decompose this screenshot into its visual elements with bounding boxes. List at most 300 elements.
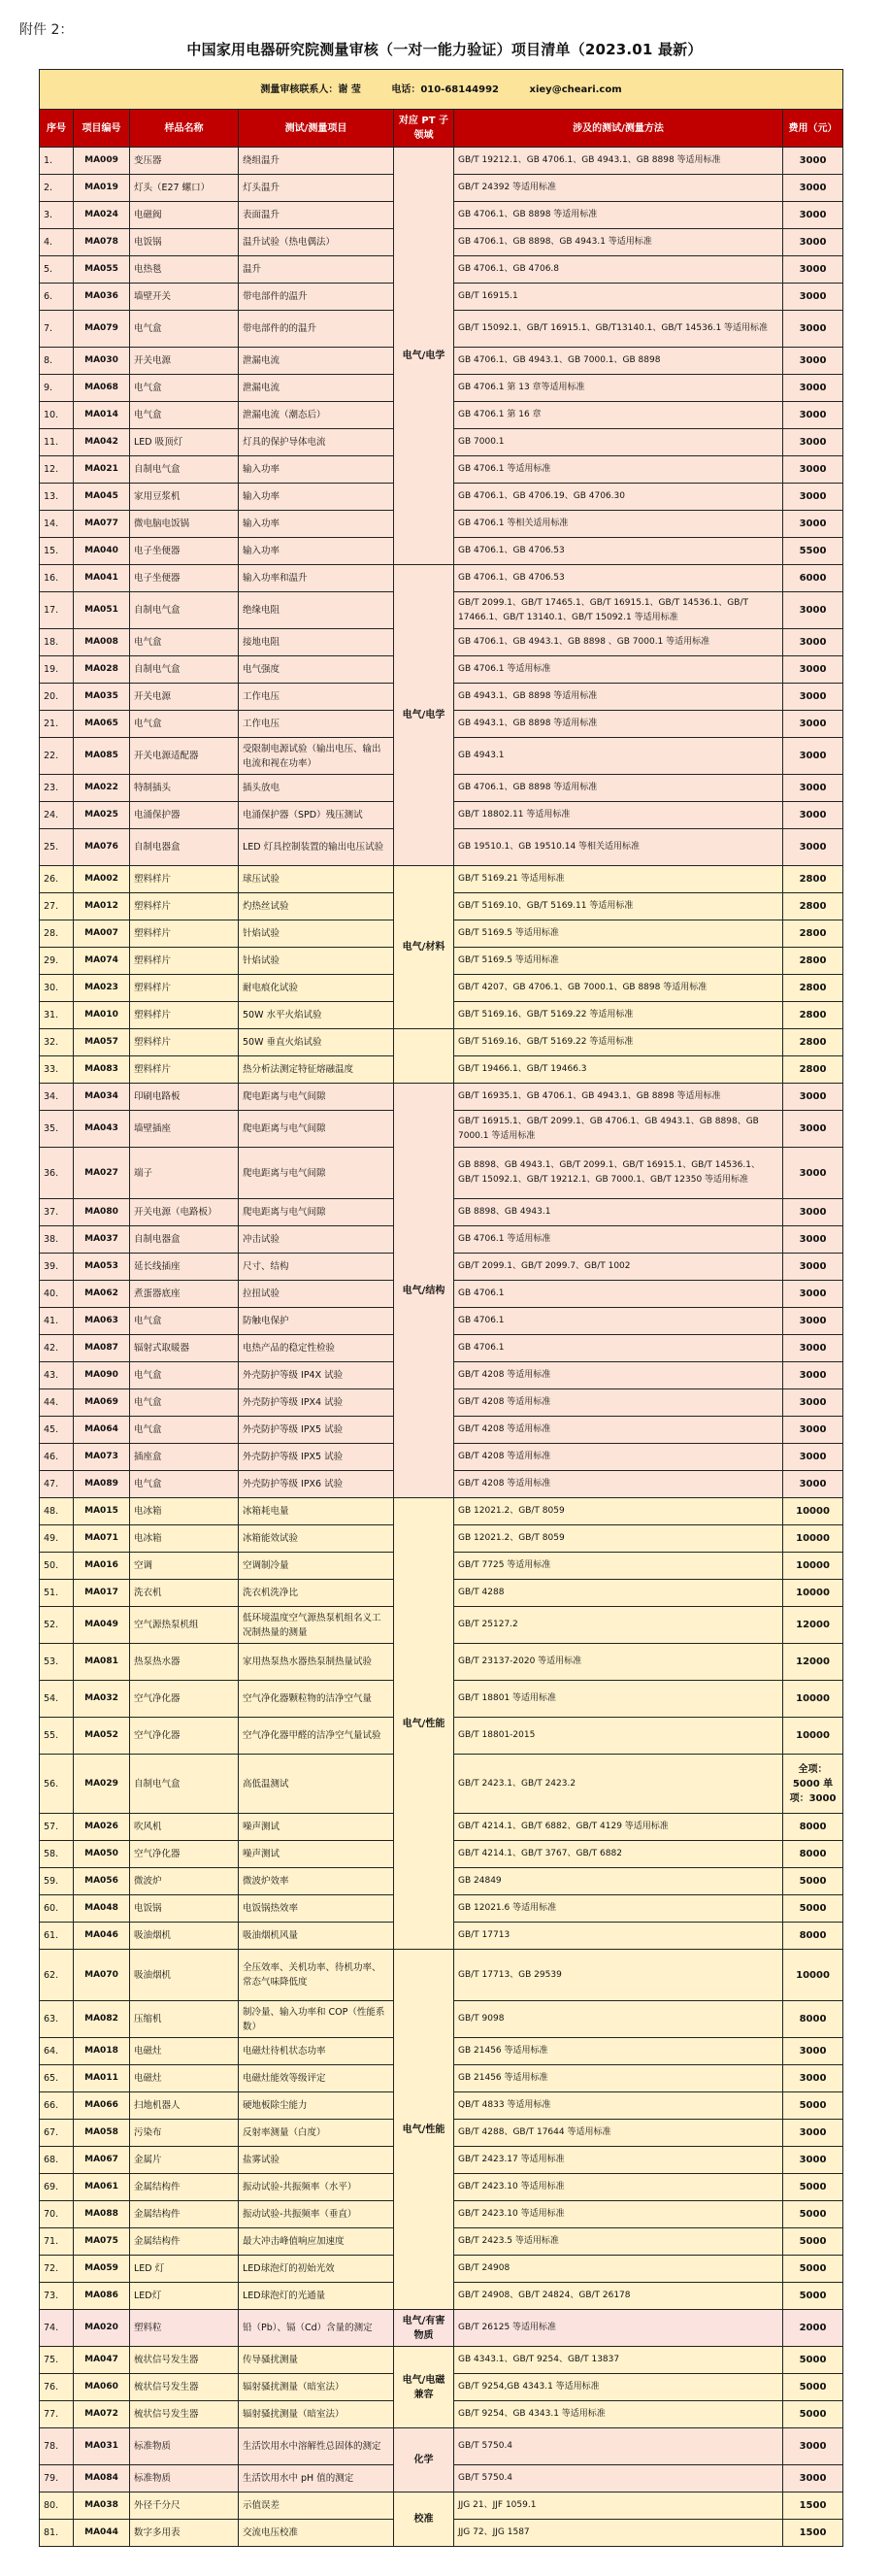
cell-sample: 延长线插座 bbox=[130, 1254, 239, 1281]
cell-sample: 塑料样片 bbox=[130, 866, 239, 893]
table-body bbox=[40, 148, 843, 2547]
cell-fee: 2000 bbox=[783, 2310, 843, 2347]
cell-method: GB 4943.1、GB 8898 等适用标准 bbox=[454, 711, 783, 738]
cell-no: 74. bbox=[40, 2310, 74, 2347]
cell-sample: LED 吸顶灯 bbox=[130, 429, 239, 456]
cell-no: 12. bbox=[40, 456, 74, 484]
cell-method: GB/T 16935.1、GB 4706.1、GB 4943.1、GB 8898 等适用标准 bbox=[454, 1084, 783, 1111]
cell-method: GB/T 4208 等适用标准 bbox=[454, 1417, 783, 1444]
cell-item: 冰箱能效试验 bbox=[239, 1525, 394, 1553]
cell-fee: 3000 bbox=[783, 256, 843, 284]
cell-no: 9. bbox=[40, 375, 74, 402]
cell-code: MA080 bbox=[74, 1199, 130, 1226]
cell-code: MA052 bbox=[74, 1718, 130, 1755]
cell-sample: 塑料粒 bbox=[130, 2310, 239, 2347]
cell-method: GB/T 2423.10 等适用标准 bbox=[454, 2174, 783, 2201]
cell-pt-domain: 电气/有害物质 bbox=[394, 2310, 454, 2347]
cell-sample: 标准物质 bbox=[130, 2465, 239, 2492]
cell-code: MA027 bbox=[74, 1148, 130, 1199]
cell-fee: 3000 bbox=[783, 829, 843, 866]
cell-item: 外壳防护等级 IPX5 试验 bbox=[239, 1417, 394, 1444]
cell-method: JJG 21、JJF 1059.1 bbox=[454, 2492, 783, 2520]
cell-method: GB/T 16915.1 bbox=[454, 284, 783, 311]
cell-fee: 3000 bbox=[783, 402, 843, 429]
cell-fee: 3000 bbox=[783, 2465, 843, 2492]
cell-sample: 插座盒 bbox=[130, 1444, 239, 1471]
cell-item: 最大冲击峰值响应加速度 bbox=[239, 2228, 394, 2256]
cell-fee: 8000 bbox=[783, 2001, 843, 2038]
cell-method: GB/T 7725 等适用标准 bbox=[454, 1553, 783, 1580]
cell-method: GB/T 5169.5 等适用标准 bbox=[454, 920, 783, 948]
cell-no: 73. bbox=[40, 2283, 74, 2310]
cell-code: MA059 bbox=[74, 2256, 130, 2283]
cell-fee: 5000 bbox=[783, 2201, 843, 2228]
cell-sample: 塑料样片 bbox=[130, 1056, 239, 1084]
cell-method: GB 4706.1 第 16 章 bbox=[454, 402, 783, 429]
cell-fee: 5000 bbox=[783, 2283, 843, 2310]
cell-item: 辐射骚扰测量（暗室法） bbox=[239, 2401, 394, 2428]
cell-no: 8. bbox=[40, 348, 74, 375]
cell-sample: 电气盒 bbox=[130, 1389, 239, 1417]
cell-item: 插头放电 bbox=[239, 775, 394, 802]
cell-sample: 梳状信号发生器 bbox=[130, 2401, 239, 2428]
cell-no: 46. bbox=[40, 1444, 74, 1471]
cell-no: 41. bbox=[40, 1308, 74, 1335]
cell-method: GB/T 18802.11 等适用标准 bbox=[454, 802, 783, 829]
cell-fee: 1500 bbox=[783, 2520, 843, 2547]
cell-fee: 10000 bbox=[783, 1950, 843, 2001]
cell-item: 接地电阻 bbox=[239, 629, 394, 656]
cell-no: 6. bbox=[40, 284, 74, 311]
header-method: 涉及的测试/测量方法 bbox=[454, 110, 783, 148]
cell-item: 50W 水平火焰试验 bbox=[239, 1002, 394, 1029]
cell-fee: 3000 bbox=[783, 656, 843, 684]
cell-fee: 5000 bbox=[783, 2256, 843, 2283]
cell-method: GB 19510.1、GB 19510.14 等相关适用标准 bbox=[454, 829, 783, 866]
cell-code: MA064 bbox=[74, 1417, 130, 1444]
cell-sample: 电气盒 bbox=[130, 402, 239, 429]
cell-sample: 墙壁插座 bbox=[130, 1111, 239, 1148]
cell-method: GB/T 4208 等适用标准 bbox=[454, 1362, 783, 1389]
cell-item: 绕组温升 bbox=[239, 148, 394, 175]
cell-method: GB 4706.1、GB 8898、GB 4943.1 等适用标准 bbox=[454, 229, 783, 256]
table-row bbox=[40, 2310, 843, 2347]
contact-row bbox=[40, 70, 843, 110]
cell-method: GB/T 16915.1、GB/T 2099.1、GB 4706.1、GB 4943.1、GB 8898、GB 7000.1 等适用标准 bbox=[454, 1111, 783, 1148]
cell-item: 爬电距离与电气间隙 bbox=[239, 1084, 394, 1111]
cell-sample: 开关电源 bbox=[130, 348, 239, 375]
cell-no: 38. bbox=[40, 1226, 74, 1254]
cell-method: GB 12021.6 等适用标准 bbox=[454, 1895, 783, 1923]
header-sample: 样品名称 bbox=[130, 110, 239, 148]
cell-code: MA009 bbox=[74, 148, 130, 175]
cell-sample: 端子 bbox=[130, 1148, 239, 1199]
cell-no: 2. bbox=[40, 175, 74, 202]
cell-no: 17. bbox=[40, 592, 74, 629]
cell-sample: 自制电气盒 bbox=[130, 456, 239, 484]
cell-sample: 金属结构件 bbox=[130, 2201, 239, 2228]
cell-item: 冰箱耗电量 bbox=[239, 1498, 394, 1525]
cell-method: GB 4706.1、GB 8898 等适用标准 bbox=[454, 775, 783, 802]
cell-item: 微波炉效率 bbox=[239, 1868, 394, 1895]
cell-sample: 电冰箱 bbox=[130, 1525, 239, 1553]
cell-sample: 开关电源 bbox=[130, 684, 239, 711]
cell-item: 工作电压 bbox=[239, 711, 394, 738]
cell-item: 空调制冷量 bbox=[239, 1553, 394, 1580]
cell-code: MA022 bbox=[74, 775, 130, 802]
cell-code: MA014 bbox=[74, 402, 130, 429]
table-row bbox=[40, 1950, 843, 2001]
cell-code: MA024 bbox=[74, 202, 130, 229]
cell-method: GB/T 2423.1、GB/T 2423.2 bbox=[454, 1755, 783, 1814]
cell-method: GB 4943.1 bbox=[454, 738, 783, 775]
cell-sample: 塑料样片 bbox=[130, 948, 239, 975]
cell-method: GB 8898、GB 4943.1、GB/T 2099.1、GB/T 16915.1、GB/T 14536.1、GB/T 15092.1、GB/T 19212.1、GB 7000.1、GB/T 12350 等适用标准 bbox=[454, 1148, 783, 1199]
cell-no: 55. bbox=[40, 1718, 74, 1755]
cell-item: 洗衣机洗净比 bbox=[239, 1580, 394, 1607]
cell-no: 44. bbox=[40, 1389, 74, 1417]
header-no: 序号 bbox=[40, 110, 74, 148]
cell-fee: 2800 bbox=[783, 1029, 843, 1056]
cell-item: 电磁灶能效等级评定 bbox=[239, 2065, 394, 2092]
cell-no: 33. bbox=[40, 1056, 74, 1084]
cell-sample: 开关电源（电路板） bbox=[130, 1199, 239, 1226]
cell-fee: 3000 bbox=[783, 711, 843, 738]
cell-code: MA034 bbox=[74, 1084, 130, 1111]
cell-item: 交流电压校准 bbox=[239, 2520, 394, 2547]
cell-code: MA081 bbox=[74, 1644, 130, 1681]
cell-no: 35. bbox=[40, 1111, 74, 1148]
cell-fee: 12000 bbox=[783, 1607, 843, 1644]
cell-sample: 变压器 bbox=[130, 148, 239, 175]
cell-code: MA055 bbox=[74, 256, 130, 284]
cell-item: 耐电痕化试验 bbox=[239, 975, 394, 1002]
cell-method: GB/T 4207、GB 4706.1、GB 7000.1、GB 8898 等适用标准 bbox=[454, 975, 783, 1002]
cell-no: 29. bbox=[40, 948, 74, 975]
cell-method: GB/T 19466.1、GB/T 19466.3 bbox=[454, 1056, 783, 1084]
cell-no: 80. bbox=[40, 2492, 74, 2520]
cell-item: 灯头温升 bbox=[239, 175, 394, 202]
cell-item: 噪声测试 bbox=[239, 1841, 394, 1868]
cell-no: 23. bbox=[40, 775, 74, 802]
page-title: 中国家用电器研究院测量审核（一对一能力验证）项目清单（2023.01 最新） bbox=[186, 41, 703, 58]
cell-fee: 8000 bbox=[783, 1814, 843, 1841]
cell-sample: 灯头（E27 螺口） bbox=[130, 175, 239, 202]
table-row bbox=[40, 1498, 843, 1525]
cell-sample: 梳状信号发生器 bbox=[130, 2374, 239, 2401]
cell-method: GB 7000.1 bbox=[454, 429, 783, 456]
contact-email[interactable]: xiey@cheari.com bbox=[529, 84, 622, 95]
cell-sample: 电磁阀 bbox=[130, 202, 239, 229]
cell-no: 3. bbox=[40, 202, 74, 229]
cell-pt-domain: 校准 bbox=[394, 2492, 454, 2547]
cell-no: 58. bbox=[40, 1841, 74, 1868]
cell-pt-domain bbox=[394, 1029, 454, 1084]
cell-code: MA083 bbox=[74, 1056, 130, 1084]
cell-item: 外壳防护等级 IPX4 试验 bbox=[239, 1389, 394, 1417]
cell-item: 爬电距离与电气间隙 bbox=[239, 1199, 394, 1226]
cell-fee: 3000 bbox=[783, 775, 843, 802]
cell-no: 25. bbox=[40, 829, 74, 866]
cell-code: MA079 bbox=[74, 311, 130, 348]
cell-sample: 辐射式取暖器 bbox=[130, 1335, 239, 1362]
cell-method: GB/T 26125 等适用标准 bbox=[454, 2310, 783, 2347]
cell-code: MA078 bbox=[74, 229, 130, 256]
cell-method: GB 4706.1 第 13 章等适用标准 bbox=[454, 375, 783, 402]
cell-fee: 5000 bbox=[783, 2174, 843, 2201]
cell-fee: 3000 bbox=[783, 2038, 843, 2065]
cell-item: 温升试验（热电偶法） bbox=[239, 229, 394, 256]
cell-code: MA036 bbox=[74, 284, 130, 311]
cell-code: MA045 bbox=[74, 484, 130, 511]
cell-code: MA084 bbox=[74, 2465, 130, 2492]
cell-fee: 3000 bbox=[783, 738, 843, 775]
cell-no: 78. bbox=[40, 2428, 74, 2465]
cell-fee: 3000 bbox=[783, 511, 843, 538]
cell-sample: 电磁灶 bbox=[130, 2065, 239, 2092]
cell-code: MA025 bbox=[74, 802, 130, 829]
cell-sample: 标准物质 bbox=[130, 2428, 239, 2465]
cell-fee: 3000 bbox=[783, 1335, 843, 1362]
cell-method: GB 4706.1、GB 8898 等适用标准 bbox=[454, 202, 783, 229]
cell-no: 60. bbox=[40, 1895, 74, 1923]
cell-fee: 3000 bbox=[783, 429, 843, 456]
header-item: 测试/测量项目 bbox=[239, 110, 394, 148]
cell-fee: 2800 bbox=[783, 1002, 843, 1029]
cell-code: MA076 bbox=[74, 829, 130, 866]
cell-sample: 数字多用表 bbox=[130, 2520, 239, 2547]
cell-fee: 3000 bbox=[783, 1226, 843, 1254]
cell-no: 70. bbox=[40, 2201, 74, 2228]
header-fee: 费用（元） bbox=[783, 110, 843, 148]
cell-item: 灼热丝试验 bbox=[239, 893, 394, 920]
cell-sample: 扫地机器人 bbox=[130, 2092, 239, 2120]
cell-item: 针焰试验 bbox=[239, 920, 394, 948]
cell-fee: 5500 bbox=[783, 538, 843, 565]
cell-sample: 自制电器盒 bbox=[130, 829, 239, 866]
cell-fee: 2800 bbox=[783, 1056, 843, 1084]
cell-code: MA063 bbox=[74, 1308, 130, 1335]
cell-no: 75. bbox=[40, 2347, 74, 2374]
cell-sample: 开关电源适配器 bbox=[130, 738, 239, 775]
cell-code: MA028 bbox=[74, 656, 130, 684]
cell-no: 32. bbox=[40, 1029, 74, 1056]
cell-method: GB 4706.1 等适用标准 bbox=[454, 456, 783, 484]
cell-code: MA077 bbox=[74, 511, 130, 538]
cell-method: GB/T 19212.1、GB 4706.1、GB 4943.1、GB 8898 等适用标准 bbox=[454, 148, 783, 175]
cell-item: 球压试验 bbox=[239, 866, 394, 893]
cell-fee: 3000 bbox=[783, 2147, 843, 2174]
cell-fee: 3000 bbox=[783, 629, 843, 656]
project-list-table bbox=[39, 69, 843, 2547]
cell-code: MA082 bbox=[74, 2001, 130, 2038]
cell-sample: 空气净化器 bbox=[130, 1841, 239, 1868]
cell-code: MA044 bbox=[74, 2520, 130, 2547]
cell-code: MA068 bbox=[74, 375, 130, 402]
cell-method: GB/T 18801-2015 bbox=[454, 1718, 783, 1755]
cell-code: MA053 bbox=[74, 1254, 130, 1281]
cell-item: 温升 bbox=[239, 256, 394, 284]
cell-item: 热分析法测定特征熔融温度 bbox=[239, 1056, 394, 1084]
cell-sample: 电饭锅 bbox=[130, 1895, 239, 1923]
cell-fee: 2800 bbox=[783, 975, 843, 1002]
cell-code: MA062 bbox=[74, 1281, 130, 1308]
header-code: 项目编号 bbox=[74, 110, 130, 148]
cell-code: MA016 bbox=[74, 1553, 130, 1580]
cell-code: MA090 bbox=[74, 1362, 130, 1389]
cell-code: MA058 bbox=[74, 2120, 130, 2147]
cell-no: 53. bbox=[40, 1644, 74, 1681]
cell-fee: 3000 bbox=[783, 1444, 843, 1471]
cell-sample: 空调 bbox=[130, 1553, 239, 1580]
cell-sample: 金属结构件 bbox=[130, 2174, 239, 2201]
cell-code: MA023 bbox=[74, 975, 130, 1002]
cell-item: 电气强度 bbox=[239, 656, 394, 684]
cell-method: GB 4706.1 等适用标准 bbox=[454, 656, 783, 684]
cell-fee: 2800 bbox=[783, 893, 843, 920]
cell-code: MA086 bbox=[74, 2283, 130, 2310]
cell-no: 26. bbox=[40, 866, 74, 893]
cell-no: 52. bbox=[40, 1607, 74, 1644]
cell-fee: 3000 bbox=[783, 311, 843, 348]
cell-sample: 吹风机 bbox=[130, 1814, 239, 1841]
cell-method: JJG 72、JJG 1587 bbox=[454, 2520, 783, 2547]
cell-method: GB 4706.1 等相关适用标准 bbox=[454, 511, 783, 538]
cell-no: 68. bbox=[40, 2147, 74, 2174]
cell-code: MA074 bbox=[74, 948, 130, 975]
cell-item: 铅（Pb）、镉（Cd）含量的测定 bbox=[239, 2310, 394, 2347]
cell-code: MA073 bbox=[74, 1444, 130, 1471]
cell-sample: 电气盒 bbox=[130, 629, 239, 656]
cell-method: GB/T 24908 bbox=[454, 2256, 783, 2283]
cell-method: GB 4943.1、GB 8898 等适用标准 bbox=[454, 684, 783, 711]
cell-fee: 2800 bbox=[783, 920, 843, 948]
cell-method: GB/T 15092.1、GB/T 16915.1、GB/T13140.1、GB/T 14536.1 等适用标准 bbox=[454, 311, 783, 348]
cell-method: GB 4706.1、GB 4706.19、GB 4706.30 bbox=[454, 484, 783, 511]
cell-no: 76. bbox=[40, 2374, 74, 2401]
cell-code: MA085 bbox=[74, 738, 130, 775]
cell-method: GB/T 17713 bbox=[454, 1923, 783, 1950]
cell-fee: 5000 bbox=[783, 2092, 843, 2120]
cell-fee: 3000 bbox=[783, 2428, 843, 2465]
cell-method: GB/T 5169.16、GB/T 5169.22 等适用标准 bbox=[454, 1002, 783, 1029]
cell-item: 外壳防护等级 IPX6 试验 bbox=[239, 1471, 394, 1498]
cell-method: GB/T 23137-2020 等适用标准 bbox=[454, 1644, 783, 1681]
cell-code: MA065 bbox=[74, 711, 130, 738]
cell-method: GB 4706.1、GB 4706.8 bbox=[454, 256, 783, 284]
cell-item: 辐射骚扰测量（暗室法） bbox=[239, 2374, 394, 2401]
cell-no: 79. bbox=[40, 2465, 74, 2492]
cell-item: 尺寸、结构 bbox=[239, 1254, 394, 1281]
cell-sample: 空气净化器 bbox=[130, 1681, 239, 1718]
cell-method: GB/T 2099.1、GB/T 17465.1、GB/T 16915.1、GB/T 14536.1、GB/T 17466.1、GB/T 13140.1、GB/T 15092.1 等适用标准 bbox=[454, 592, 783, 629]
cell-fee: 3000 bbox=[783, 2120, 843, 2147]
cell-code: MA047 bbox=[74, 2347, 130, 2374]
cell-fee: 3000 bbox=[783, 1199, 843, 1226]
cell-code: MA002 bbox=[74, 866, 130, 893]
cell-code: MA072 bbox=[74, 2401, 130, 2428]
cell-item: LED 灯具控制装置的输出电压试验 bbox=[239, 829, 394, 866]
cell-code: MA037 bbox=[74, 1226, 130, 1254]
table-row bbox=[40, 1084, 843, 1111]
cell-item: 电热产品的稳定性检验 bbox=[239, 1335, 394, 1362]
cell-method: GB/T 18801 等适用标准 bbox=[454, 1681, 783, 1718]
cell-item: LED球泡灯的初始光效 bbox=[239, 2256, 394, 2283]
cell-code: MA040 bbox=[74, 538, 130, 565]
cell-fee: 10000 bbox=[783, 1681, 843, 1718]
cell-fee: 3000 bbox=[783, 1148, 843, 1199]
cell-no: 11. bbox=[40, 429, 74, 456]
cell-sample: 金属片 bbox=[130, 2147, 239, 2174]
cell-fee: 3000 bbox=[783, 348, 843, 375]
cell-item: 灯具的保护导体电流 bbox=[239, 429, 394, 456]
cell-item: 50W 垂直火焰试验 bbox=[239, 1029, 394, 1056]
cell-no: 50. bbox=[40, 1553, 74, 1580]
cell-fee: 3000 bbox=[783, 229, 843, 256]
cell-code: MA007 bbox=[74, 920, 130, 948]
cell-no: 34. bbox=[40, 1084, 74, 1111]
cell-code: MA071 bbox=[74, 1525, 130, 1553]
cell-sample: 电气盒 bbox=[130, 1362, 239, 1389]
cell-method: QB/T 4833 等适用标准 bbox=[454, 2092, 783, 2120]
cell-no: 31. bbox=[40, 1002, 74, 1029]
cell-item: 低环境温度空气源热泵机组名义工况制热量的测量 bbox=[239, 1607, 394, 1644]
cell-item: 表面温升 bbox=[239, 202, 394, 229]
cell-method: GB 21456 等适用标准 bbox=[454, 2065, 783, 2092]
cell-fee: 3000 bbox=[783, 592, 843, 629]
cell-item: 冲击试验 bbox=[239, 1226, 394, 1254]
cell-item: LED球泡灯的光通量 bbox=[239, 2283, 394, 2310]
cell-method: GB/T 5169.16、GB/T 5169.22 等适用标准 bbox=[454, 1029, 783, 1056]
cell-item: 受限制电源试验（输出电压、输出电流和视在功率） bbox=[239, 738, 394, 775]
cell-no: 10. bbox=[40, 402, 74, 429]
contact-person: 测量审核联系人：谢 莹 bbox=[260, 84, 361, 95]
cell-code: MA017 bbox=[74, 1580, 130, 1607]
cell-sample: 墙壁开关 bbox=[130, 284, 239, 311]
cell-method: GB 4343.1、GB/T 9254、GB/T 13837 bbox=[454, 2347, 783, 2374]
cell-code: MA056 bbox=[74, 1868, 130, 1895]
cell-item: 针焰试验 bbox=[239, 948, 394, 975]
cell-no: 24. bbox=[40, 802, 74, 829]
cell-item: 高低温测试 bbox=[239, 1755, 394, 1814]
cell-sample: 自制电气盒 bbox=[130, 592, 239, 629]
cell-fee: 5000 bbox=[783, 2228, 843, 2256]
cell-no: 37. bbox=[40, 1199, 74, 1226]
cell-item: 爬电距离与电气间隙 bbox=[239, 1111, 394, 1148]
cell-code: MA075 bbox=[74, 2228, 130, 2256]
cell-fee: 10000 bbox=[783, 1525, 843, 1553]
cell-sample: 污染布 bbox=[130, 2120, 239, 2147]
table-row bbox=[40, 1029, 843, 1056]
cell-fee: 3000 bbox=[783, 1254, 843, 1281]
cell-no: 69. bbox=[40, 2174, 74, 2201]
cell-no: 66. bbox=[40, 2092, 74, 2120]
cell-fee: 10000 bbox=[783, 1553, 843, 1580]
cell-no: 15. bbox=[40, 538, 74, 565]
cell-fee: 8000 bbox=[783, 1923, 843, 1950]
cell-no: 1. bbox=[40, 148, 74, 175]
cell-item: 绝缘电阻 bbox=[239, 592, 394, 629]
cell-item: 电涌保护器（SPD）残压测试 bbox=[239, 802, 394, 829]
cell-item: 振动试验-共振频率（水平） bbox=[239, 2174, 394, 2201]
cell-no: 61. bbox=[40, 1923, 74, 1950]
cell-sample: 梳状信号发生器 bbox=[130, 2347, 239, 2374]
header-pt: 对应 PT 子领域 bbox=[394, 110, 454, 148]
cell-sample: 电磁灶 bbox=[130, 2038, 239, 2065]
cell-fee: 10000 bbox=[783, 1498, 843, 1525]
cell-no: 47. bbox=[40, 1471, 74, 1498]
cell-method: GB 8898、GB 4943.1 bbox=[454, 1199, 783, 1226]
